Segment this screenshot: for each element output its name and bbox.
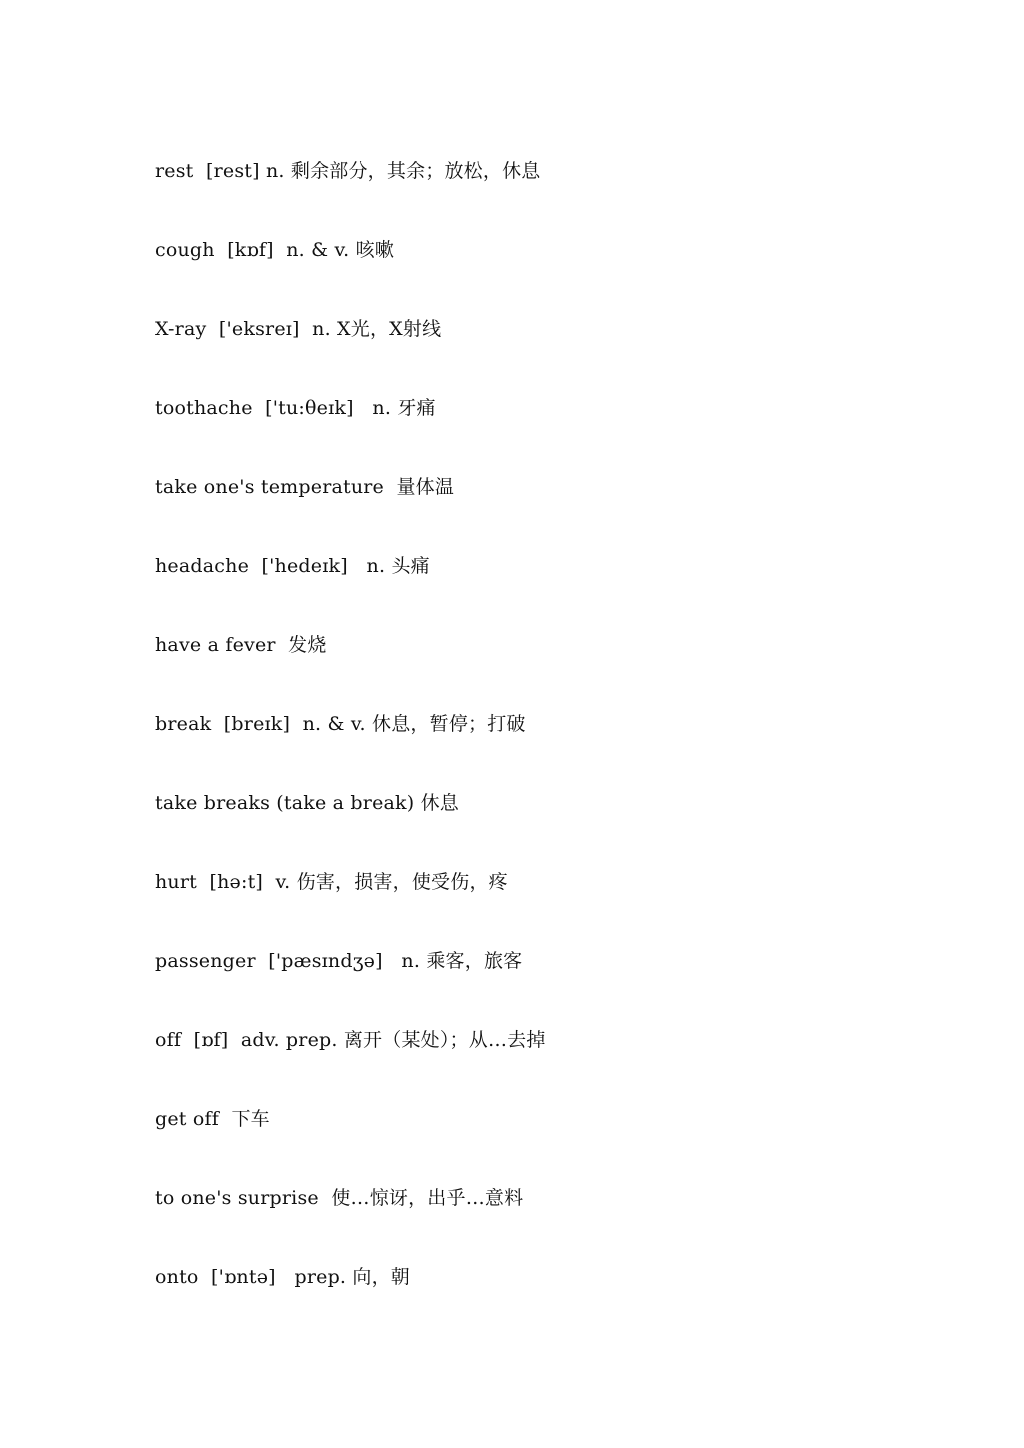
vocab-entry-take-breaks: take breaks (take a break) 休息: [155, 792, 460, 814]
vocab-entry-break: break [breɪk] n. & v. 休息，暂停；打破: [155, 713, 526, 735]
vocab-entry-take-temperature: take one's temperature 量体温: [155, 476, 455, 498]
vocab-entry-cough: cough [kɒf] n. & v. 咳嗽: [155, 239, 395, 261]
vocab-entry-x-ray: X-ray ['eksreɪ] n. X光，X射线: [155, 318, 442, 340]
vocabulary-list: [155, 156, 546, 1341]
vocab-entry-rest: rest [rest] n. 剩余部分，其余；放松，休息: [155, 160, 541, 182]
vocab-entry-have-a-fever: have a fever 发烧: [155, 634, 327, 656]
vocab-entry-off: off [ɒf] adv. prep. 离开（某处）；从…去掉: [155, 1029, 546, 1051]
vocab-entry-headache: headache ['hedeɪk] n. 头痛: [155, 555, 430, 577]
vocab-entry-passenger: passenger ['pæsɪndʒə] n. 乘客，旅客: [155, 950, 523, 972]
vocab-entry-to-ones-surprise: to one's surprise 使…惊讶，出乎…意料: [155, 1187, 524, 1209]
vocab-entry-onto: onto ['ɒntə] prep. 向，朝: [155, 1266, 411, 1288]
vocab-entry-toothache: toothache ['tu:θeɪk] n. 牙痛: [155, 397, 436, 419]
vocab-entry-hurt: hurt [hə:t] v. 伤害，损害，使受伤，疼: [155, 871, 508, 893]
vocab-entry-get-off: get off 下车: [155, 1108, 270, 1130]
